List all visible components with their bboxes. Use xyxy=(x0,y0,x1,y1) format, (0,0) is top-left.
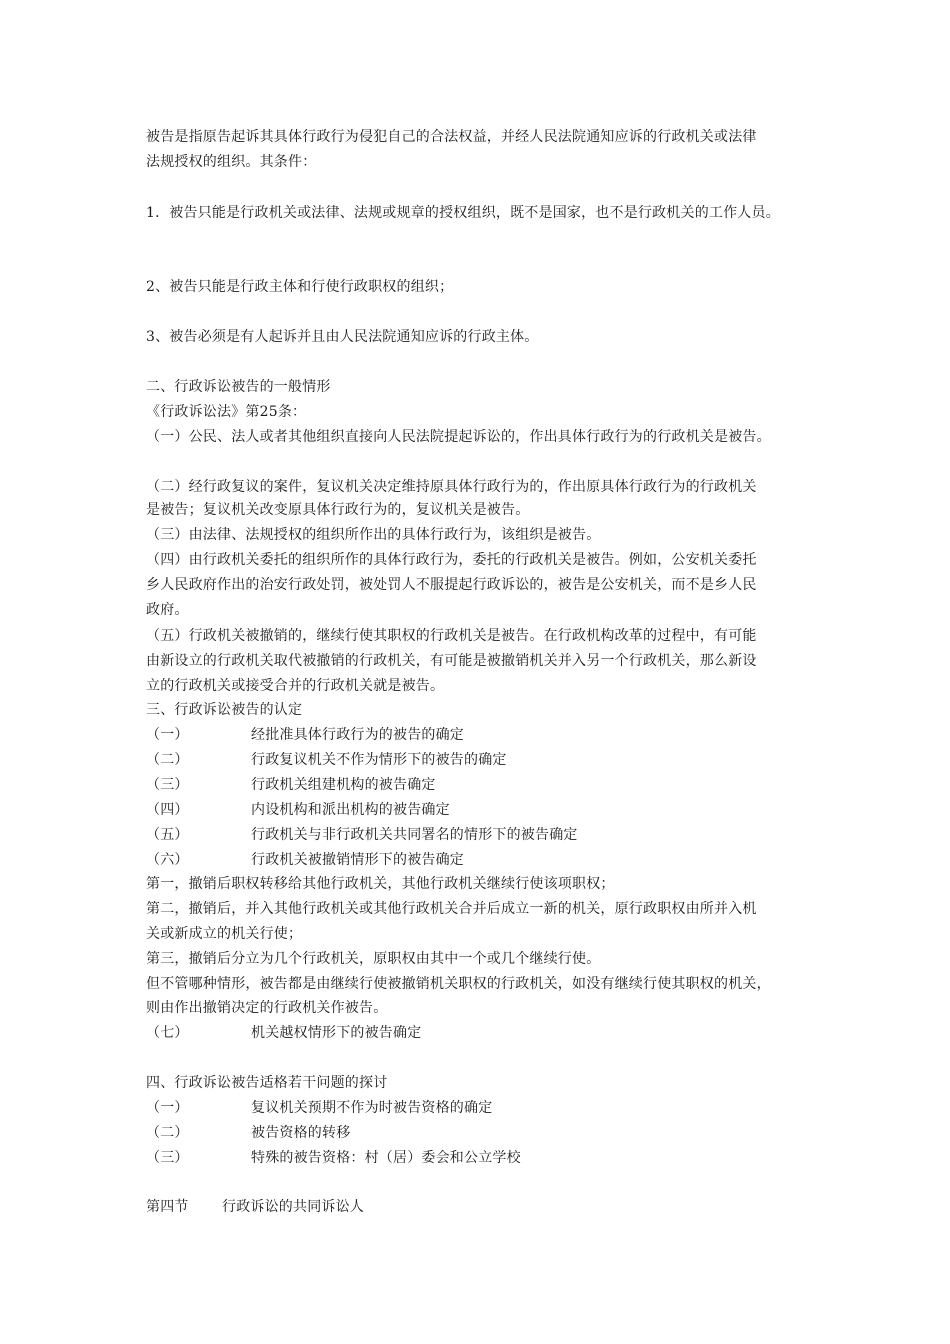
paragraph-line: （二）经行政复议的案件，复议机关决定维持原具体行政行为的，作出原具体行政行为的行政机关 xyxy=(146,479,757,495)
item-text: 行政机关与非行政机关共同署名的情形下的被告确定 xyxy=(251,827,578,843)
item-text: 行政机关被撤销情形下的被告确定 xyxy=(251,852,464,868)
section-heading-2: 二、行政诉讼被告的一般情形 xyxy=(146,379,331,395)
paragraph-line: 由新设立的行政机关取代被撤销的行政机关，有可能是被撤销机关并入另一个行政机关，那么新设 xyxy=(146,653,757,669)
paragraph-line: 第二，撤销后，并入其他行政机关或其他行政机关合并后成立一新的机关，原行政职权由所并入机 xyxy=(146,901,757,917)
item-number: （七） xyxy=(146,1025,189,1041)
paragraph-line: 关或新成立的机关行使； xyxy=(146,926,303,942)
list-item xyxy=(146,1123,350,1143)
paragraph-line: （四）由行政机关委托的组织所作的具体行政行为，委托的行政机关是被告。例如，公安机关委托 xyxy=(146,552,757,568)
item-number: （一） xyxy=(146,1100,189,1116)
list-item xyxy=(146,1023,421,1043)
paragraph-line: 第一，撤销后职权转移给其他行政机关，其他行政机关继续行使该项职权； xyxy=(146,876,615,892)
item-text: 内设机构和派出机构的被告确定 xyxy=(251,802,450,818)
list-item xyxy=(146,750,507,770)
list-item xyxy=(146,825,578,845)
item-number: （五） xyxy=(146,827,189,843)
paragraph-line: 则由作出撤销决定的行政机关作被告。 xyxy=(146,1000,388,1016)
paragraph-line: （五）行政机关被撤销的，继续行使其职权的行政机关是被告。在行政机构改革的过程中，有可能 xyxy=(146,628,757,644)
section-number: 第四节 xyxy=(146,1199,189,1215)
paragraph-line: 是被告；复议机关改变原具体行政行为的，复议机关是被告。 xyxy=(146,502,530,518)
paragraph-line: 但不管哪种情形，被告都是由继续行使被撤销机关职权的行政机关，如没有继续行使其职权的机关， xyxy=(146,976,771,992)
condition-2: 2、被告只能是行政主体和行使行政职权的组织； xyxy=(146,279,454,295)
item-number: （六） xyxy=(146,852,189,868)
section-heading-3: 三、行政诉讼被告的认定 xyxy=(146,702,303,718)
list-item xyxy=(146,800,450,820)
paragraph-line: （一）公民、法人或者其他组织直接向人民法院提起诉讼的，作出具体行政行为的行政机关是被告。 xyxy=(146,429,771,445)
paragraph-line: （三）由法律、法规授权的组织所作出的具体行政行为，该组织是被告。 xyxy=(146,527,601,543)
item-number: （二） xyxy=(146,752,189,768)
condition-1: 1．被告只能是行政机关或法律、法规或规章的授权组织，既不是国家，也不是行政机关的工作人员。 xyxy=(146,205,780,221)
item-text: 机关越权情形下的被告确定 xyxy=(251,1025,422,1041)
item-text: 经批准具体行政行为的被告的确定 xyxy=(251,727,464,743)
list-item xyxy=(146,725,464,745)
paragraph-line: 乡人民政府作出的治安行政处罚，被处罚人不服提起行政诉讼的，被告是公安机关，而不是乡人民 xyxy=(146,577,757,593)
section-heading-4: 四、行政诉讼被告适格若干问题的探讨 xyxy=(146,1075,388,1091)
item-text: 行政复议机关不作为情形下的被告的确定 xyxy=(251,752,507,768)
paragraph-line: 第三，撤销后分立为几个行政机关，原职权由其中一个或几个继续行使。 xyxy=(146,951,601,967)
list-item xyxy=(146,1098,492,1118)
item-number: （三） xyxy=(146,777,189,793)
item-text: 特殊的被告资格：村（居）委会和公立学校 xyxy=(251,1150,521,1166)
item-number: （一） xyxy=(146,727,189,743)
item-number: （四） xyxy=(146,802,189,818)
item-text: 被告资格的转移 xyxy=(251,1125,351,1141)
paragraph-line: 政府。 xyxy=(146,602,189,618)
paragraph-line: 被告是指原告起诉其具体行政行为侵犯自己的合法权益，并经人民法院通知应诉的行政机关或法律 xyxy=(146,129,757,145)
paragraph-line: 立的行政机关或接受合并的行政机关就是被告。 xyxy=(146,678,445,694)
item-number: （三） xyxy=(146,1150,189,1166)
statute-reference: 《行政诉讼法》第25条： xyxy=(146,404,307,420)
section-title: 行政诉讼的共同诉讼人 xyxy=(222,1199,364,1215)
chapter-heading xyxy=(146,1197,364,1217)
paragraph-line: 法规授权的组织。其条件： xyxy=(146,154,317,170)
item-number: （二） xyxy=(146,1125,189,1141)
list-item xyxy=(146,1148,521,1168)
item-text: 复议机关预期不作为时被告资格的确定 xyxy=(251,1100,493,1116)
list-item xyxy=(146,850,464,870)
item-text: 行政机关组建机构的被告确定 xyxy=(251,777,436,793)
list-item xyxy=(146,775,436,795)
condition-3: 3、被告必须是有人起诉并且由人民法院通知应诉的行政主体。 xyxy=(146,329,539,345)
